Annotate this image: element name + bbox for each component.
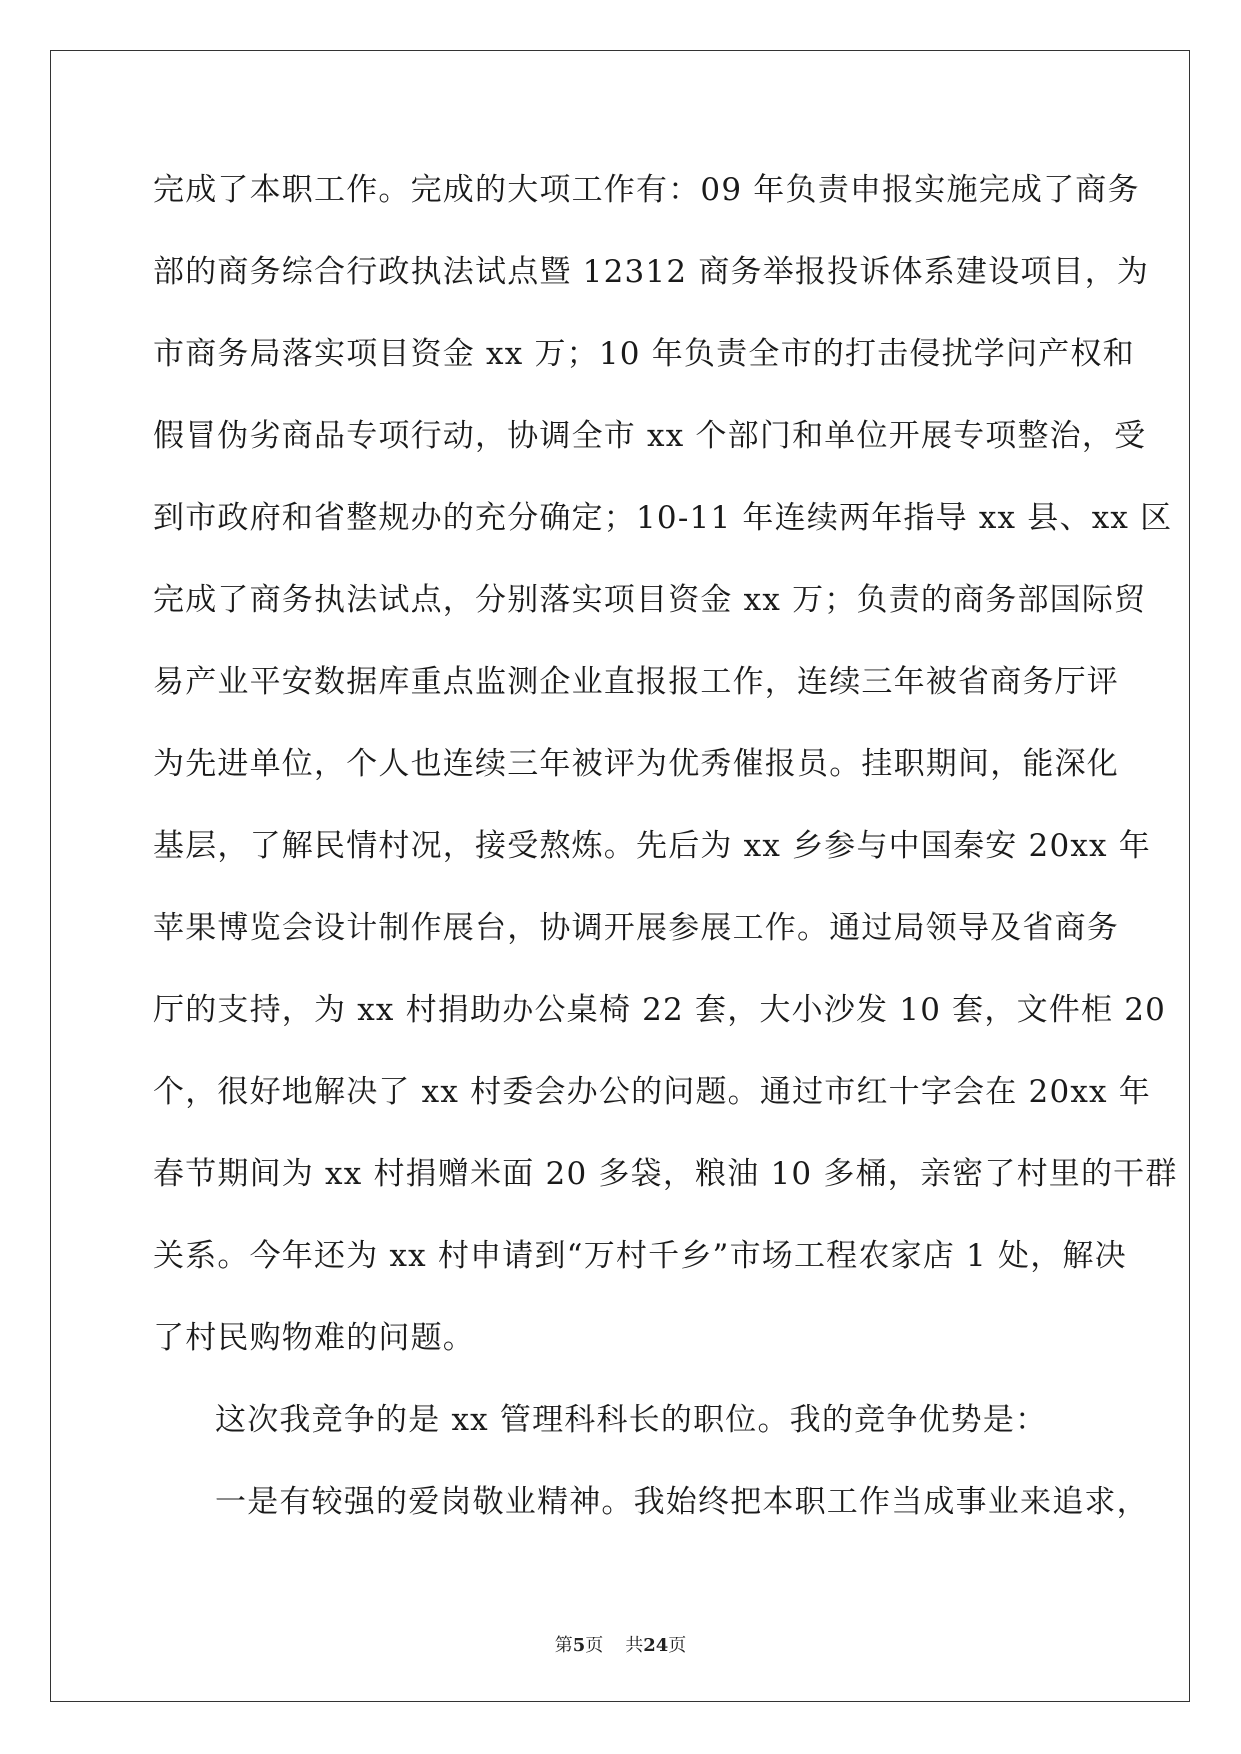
text-line: 完成了商务执法试点，分别落实项目资金 xx 万；负责的商务部国际贸 xyxy=(153,582,1147,618)
page-number: 5 xyxy=(572,1635,586,1656)
paragraph-first-line: 一是有较强的爱岗敬业精神。我始终把本职工作当成事业来追求， xyxy=(215,1484,1149,1520)
text-line: 市商务局落实项目资金 xx 万；10 年负责全市的打击侵扰学问产权和 xyxy=(153,336,1135,372)
text-line: 到市政府和省整规办的充分确定；10-11 年连续两年指导 xx 县、xx 区 xyxy=(153,500,1173,536)
total-prefix: 共 xyxy=(625,1635,644,1656)
total-pages: 24 xyxy=(643,1635,669,1656)
page-footer xyxy=(0,1631,1241,1657)
text-line: 为先进单位，个人也连续三年被评为优秀催报员。挂职期间，能深化 xyxy=(153,746,1119,782)
text-line: 厅的支持，为 xx 村捐助办公桌椅 22 套，大小沙发 10 套，文件柜 20 xyxy=(153,992,1167,1028)
text-line: 春节期间为 xx 村捐赠米面 20 多袋，粮油 10 多桶，亲密了村里的干群 xyxy=(153,1156,1178,1192)
document-body xyxy=(153,160,1178,1554)
text-line: 完成了本职工作。完成的大项工作有：09 年负责申报实施完成了商务 xyxy=(153,172,1140,208)
text-line: 假冒伪劣商品专项行动，协调全市 xx 个部门和单位开展专项整治，受 xyxy=(153,418,1147,454)
page-suffix: 页 xyxy=(585,1635,604,1656)
total-suffix: 页 xyxy=(668,1635,687,1656)
text-line: 了村民购物难的问题。 xyxy=(153,1320,475,1356)
text-line: 基层，了解民情村况，接受熬炼。先后为 xx 乡参与中国秦安 20xx 年 xyxy=(153,828,1151,864)
page-prefix: 第 xyxy=(554,1635,573,1656)
text-line: 个，很好地解决了 xx 村委会办公的问题。通过市红十字会在 20xx 年 xyxy=(153,1074,1151,1110)
text-line: 苹果博览会设计制作展台，协调开展参展工作。通过局领导及省商务 xyxy=(153,910,1119,946)
text-line: 易产业平安数据库重点监测企业直报报工作，连续三年被省商务厅评 xyxy=(153,664,1119,700)
text-line: 关系。今年还为 xx 村申请到“万村千乡”市场工程农家店 1 处，解决 xyxy=(153,1238,1127,1274)
paragraph-first-line: 这次我竞争的是 xx 管理科科长的职位。我的竞争优势是： xyxy=(215,1402,1048,1438)
text-line: 部的商务综合行政执法试点暨 12312 商务举报投诉体系建设项目，为 xyxy=(153,254,1150,290)
